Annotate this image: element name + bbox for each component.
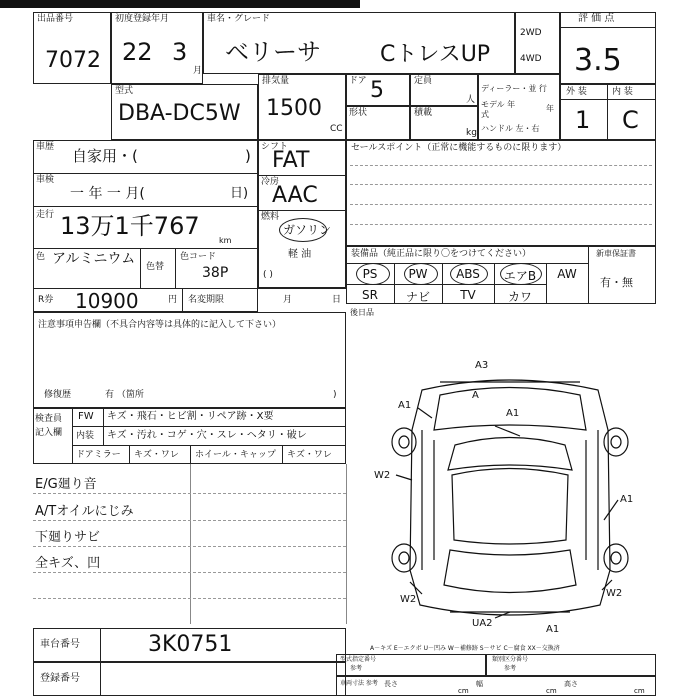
- wheel-label: ホイール・キャップ: [195, 450, 276, 460]
- sales-point-block: [346, 140, 656, 246]
- score-label: 評 価 点: [578, 13, 615, 24]
- fuel-paren: ( ): [263, 270, 273, 280]
- shift-value: FAT: [272, 148, 310, 173]
- name-change-month: 月: [283, 295, 293, 305]
- drive-cell: [515, 12, 560, 74]
- equip-leather: カワ: [507, 290, 532, 304]
- int-items-label: 内装: [76, 431, 95, 441]
- equip-pw: PW: [408, 267, 428, 281]
- first-reg-month: 3: [172, 38, 188, 66]
- ac-value: AAC: [272, 183, 318, 208]
- wheel-items: キズ・ワレ: [287, 450, 332, 460]
- mileage-label: 走行: [36, 210, 55, 220]
- color-code-value: 38P: [202, 265, 229, 281]
- yen-unit: 円: [168, 295, 178, 305]
- mark-a1-hood: A1: [506, 408, 520, 419]
- cc-unit: CC: [330, 124, 343, 134]
- year-unit: 年: [546, 104, 554, 113]
- fuel-circle: [279, 218, 327, 242]
- width-unit: cm: [546, 687, 557, 695]
- person-unit: 人: [466, 95, 476, 105]
- height-unit: cm: [634, 687, 645, 695]
- fw-items: キズ・飛石・ヒビ割・リペア跡・X要: [107, 411, 274, 422]
- model-value: DBA-DC5W: [118, 101, 241, 126]
- model-label: 型式: [115, 86, 134, 96]
- shift-label: シフト: [261, 142, 289, 152]
- doors-value: 5: [370, 78, 384, 103]
- inspector-label-2: 記入欄: [35, 428, 63, 438]
- rcert-value: 10900: [75, 289, 139, 313]
- shaken-day: 日): [230, 186, 249, 201]
- ac-label: 冷房: [261, 177, 280, 187]
- first-reg-year: 22: [122, 38, 153, 66]
- equip-navi: ナビ: [405, 290, 430, 304]
- first-reg-label: 初度登録年月: [115, 14, 170, 24]
- lot-number-label: 出品番号: [37, 14, 74, 24]
- displacement-value: 1500: [266, 96, 322, 121]
- equip-ps: PS: [362, 267, 378, 281]
- mileage-value: 13万1千767: [60, 212, 200, 240]
- remark-3: 下廻りサビ: [35, 530, 101, 545]
- new-tag-label: 新車保証書: [596, 249, 636, 258]
- capacity-label: 定員: [414, 76, 433, 86]
- displacement-label: 排気量: [262, 76, 290, 86]
- fuel-label: 燃料: [261, 212, 280, 222]
- km-unit: km: [219, 236, 232, 245]
- mark-a1-rear: A1: [546, 624, 560, 635]
- top-banner: [0, 0, 360, 8]
- fw-label: FW: [78, 411, 94, 422]
- mark-a: A: [472, 390, 479, 401]
- dims-label: 車両寸法 参考: [340, 680, 378, 687]
- remark-1: E/G廻り音: [35, 477, 97, 492]
- color-label: 色: [36, 252, 46, 262]
- equip-circle-pw: [404, 263, 438, 285]
- mark-a3: A3: [475, 360, 489, 371]
- mark-w2-left: W2: [374, 470, 391, 481]
- mirror-label: ドアミラー: [76, 450, 121, 460]
- notes-label: 注意事項申告欄（不具合内容等は具体的に記入して下さい）: [38, 320, 282, 330]
- ext-score: 1: [575, 106, 591, 134]
- equip-airbag: エアB: [503, 269, 537, 283]
- history-value: 自家用・(: [72, 147, 138, 165]
- dealer-label: ディーラー・並 行: [481, 84, 547, 93]
- equip-tv: TV: [460, 288, 476, 302]
- length-label: 長さ: [384, 680, 398, 688]
- shaken-value: 一 年 一 月(: [70, 186, 145, 202]
- height-label: 高さ: [564, 680, 578, 688]
- equipment-label: 装備品（純正品に限り〇をつけてください）: [351, 249, 532, 259]
- class-no-label: 類別区分番号: [492, 656, 529, 663]
- remark-4: 全キズ、凹: [35, 556, 101, 571]
- repair-label: 修復歴: [44, 390, 72, 400]
- car-name: ベリーサ: [225, 38, 321, 66]
- color-code-label: 色コード: [180, 252, 217, 262]
- length-unit: cm: [458, 687, 469, 695]
- class-no-ref: 参考: [504, 665, 517, 672]
- history-close: ): [245, 147, 251, 165]
- int-label: 内 装: [612, 87, 633, 97]
- mark-w2-rr: W2: [606, 588, 623, 599]
- shaken-label: 車検: [36, 175, 55, 185]
- fuel-value: ガソリン: [283, 223, 332, 237]
- equip-circle-ps: [356, 263, 390, 285]
- repaint-label: 色替: [146, 262, 165, 272]
- mirror-items: キズ・ワレ: [134, 450, 179, 460]
- rcert-label: R券: [38, 295, 54, 305]
- type-no-label: 型式指定番号: [340, 656, 377, 663]
- aftermarket-label: 後日品: [350, 308, 374, 317]
- ext-label: 外 装: [566, 87, 587, 97]
- new-tag-value: 有・無: [600, 276, 633, 289]
- chassis-label: 車台番号: [40, 639, 80, 650]
- kg-unit: kg: [466, 128, 477, 138]
- reg-label: 登録番号: [40, 673, 80, 684]
- doors-label: ドア: [349, 76, 367, 86]
- car-name-label: 車名・グレード: [207, 14, 271, 24]
- mark-a1-fl: A1: [398, 400, 412, 411]
- name-change-label: 名変期限: [188, 295, 225, 305]
- color-value: アルミニウム: [52, 251, 136, 267]
- car-damage-diagram: [360, 350, 660, 640]
- lot-number: 7072: [45, 48, 101, 73]
- model-year-label: モデル 年式: [481, 100, 516, 119]
- grade: CトレスUP: [380, 42, 491, 67]
- repair-close: ): [333, 390, 337, 400]
- equip-abs: ABS: [456, 267, 480, 281]
- sales-point-label: セールスポイント（正常に機能するものに限ります）: [351, 143, 567, 153]
- equip-circle-abs: [450, 263, 488, 285]
- diagram-legend: A－キズ E－エクボ U－凹み W－補修跡 S－サビ C－腐食 XX－交換済: [370, 645, 560, 652]
- history-label: 車歴: [36, 142, 55, 152]
- mark-ua2: UA2: [472, 618, 493, 629]
- name-change-day: 日: [332, 295, 342, 305]
- drive-2wd: 2WD: [520, 28, 542, 38]
- width-label: 幅: [476, 680, 483, 688]
- score-value: 3.5: [574, 43, 622, 78]
- remark-2: A/Tオイルにじみ: [35, 504, 134, 519]
- mark-w2-rl: W2: [400, 594, 417, 605]
- drive-4wd: 4WD: [520, 54, 542, 64]
- handle-label: ハンドル 左・右: [481, 124, 540, 133]
- chassis-value: 3K0751: [148, 632, 233, 657]
- fuel-light: 軽 油: [288, 249, 312, 260]
- int-score: C: [622, 106, 639, 134]
- equip-circle-airbag: [500, 263, 542, 285]
- type-no-ref: 参考: [350, 665, 363, 672]
- repair-value: 有 （箇所: [105, 390, 144, 400]
- month-unit: 月: [193, 66, 203, 76]
- mark-a1-right: A1: [620, 494, 634, 505]
- load-label: 積載: [414, 108, 433, 118]
- equip-aw: AW: [557, 267, 577, 281]
- inspector-label-1: 検査員: [35, 414, 63, 424]
- int-items: キズ・汚れ・コゲ・穴・スレ・ヘタリ・破レ: [107, 430, 307, 441]
- equip-sr: SR: [362, 288, 378, 302]
- shape-label: 形状: [349, 108, 368, 118]
